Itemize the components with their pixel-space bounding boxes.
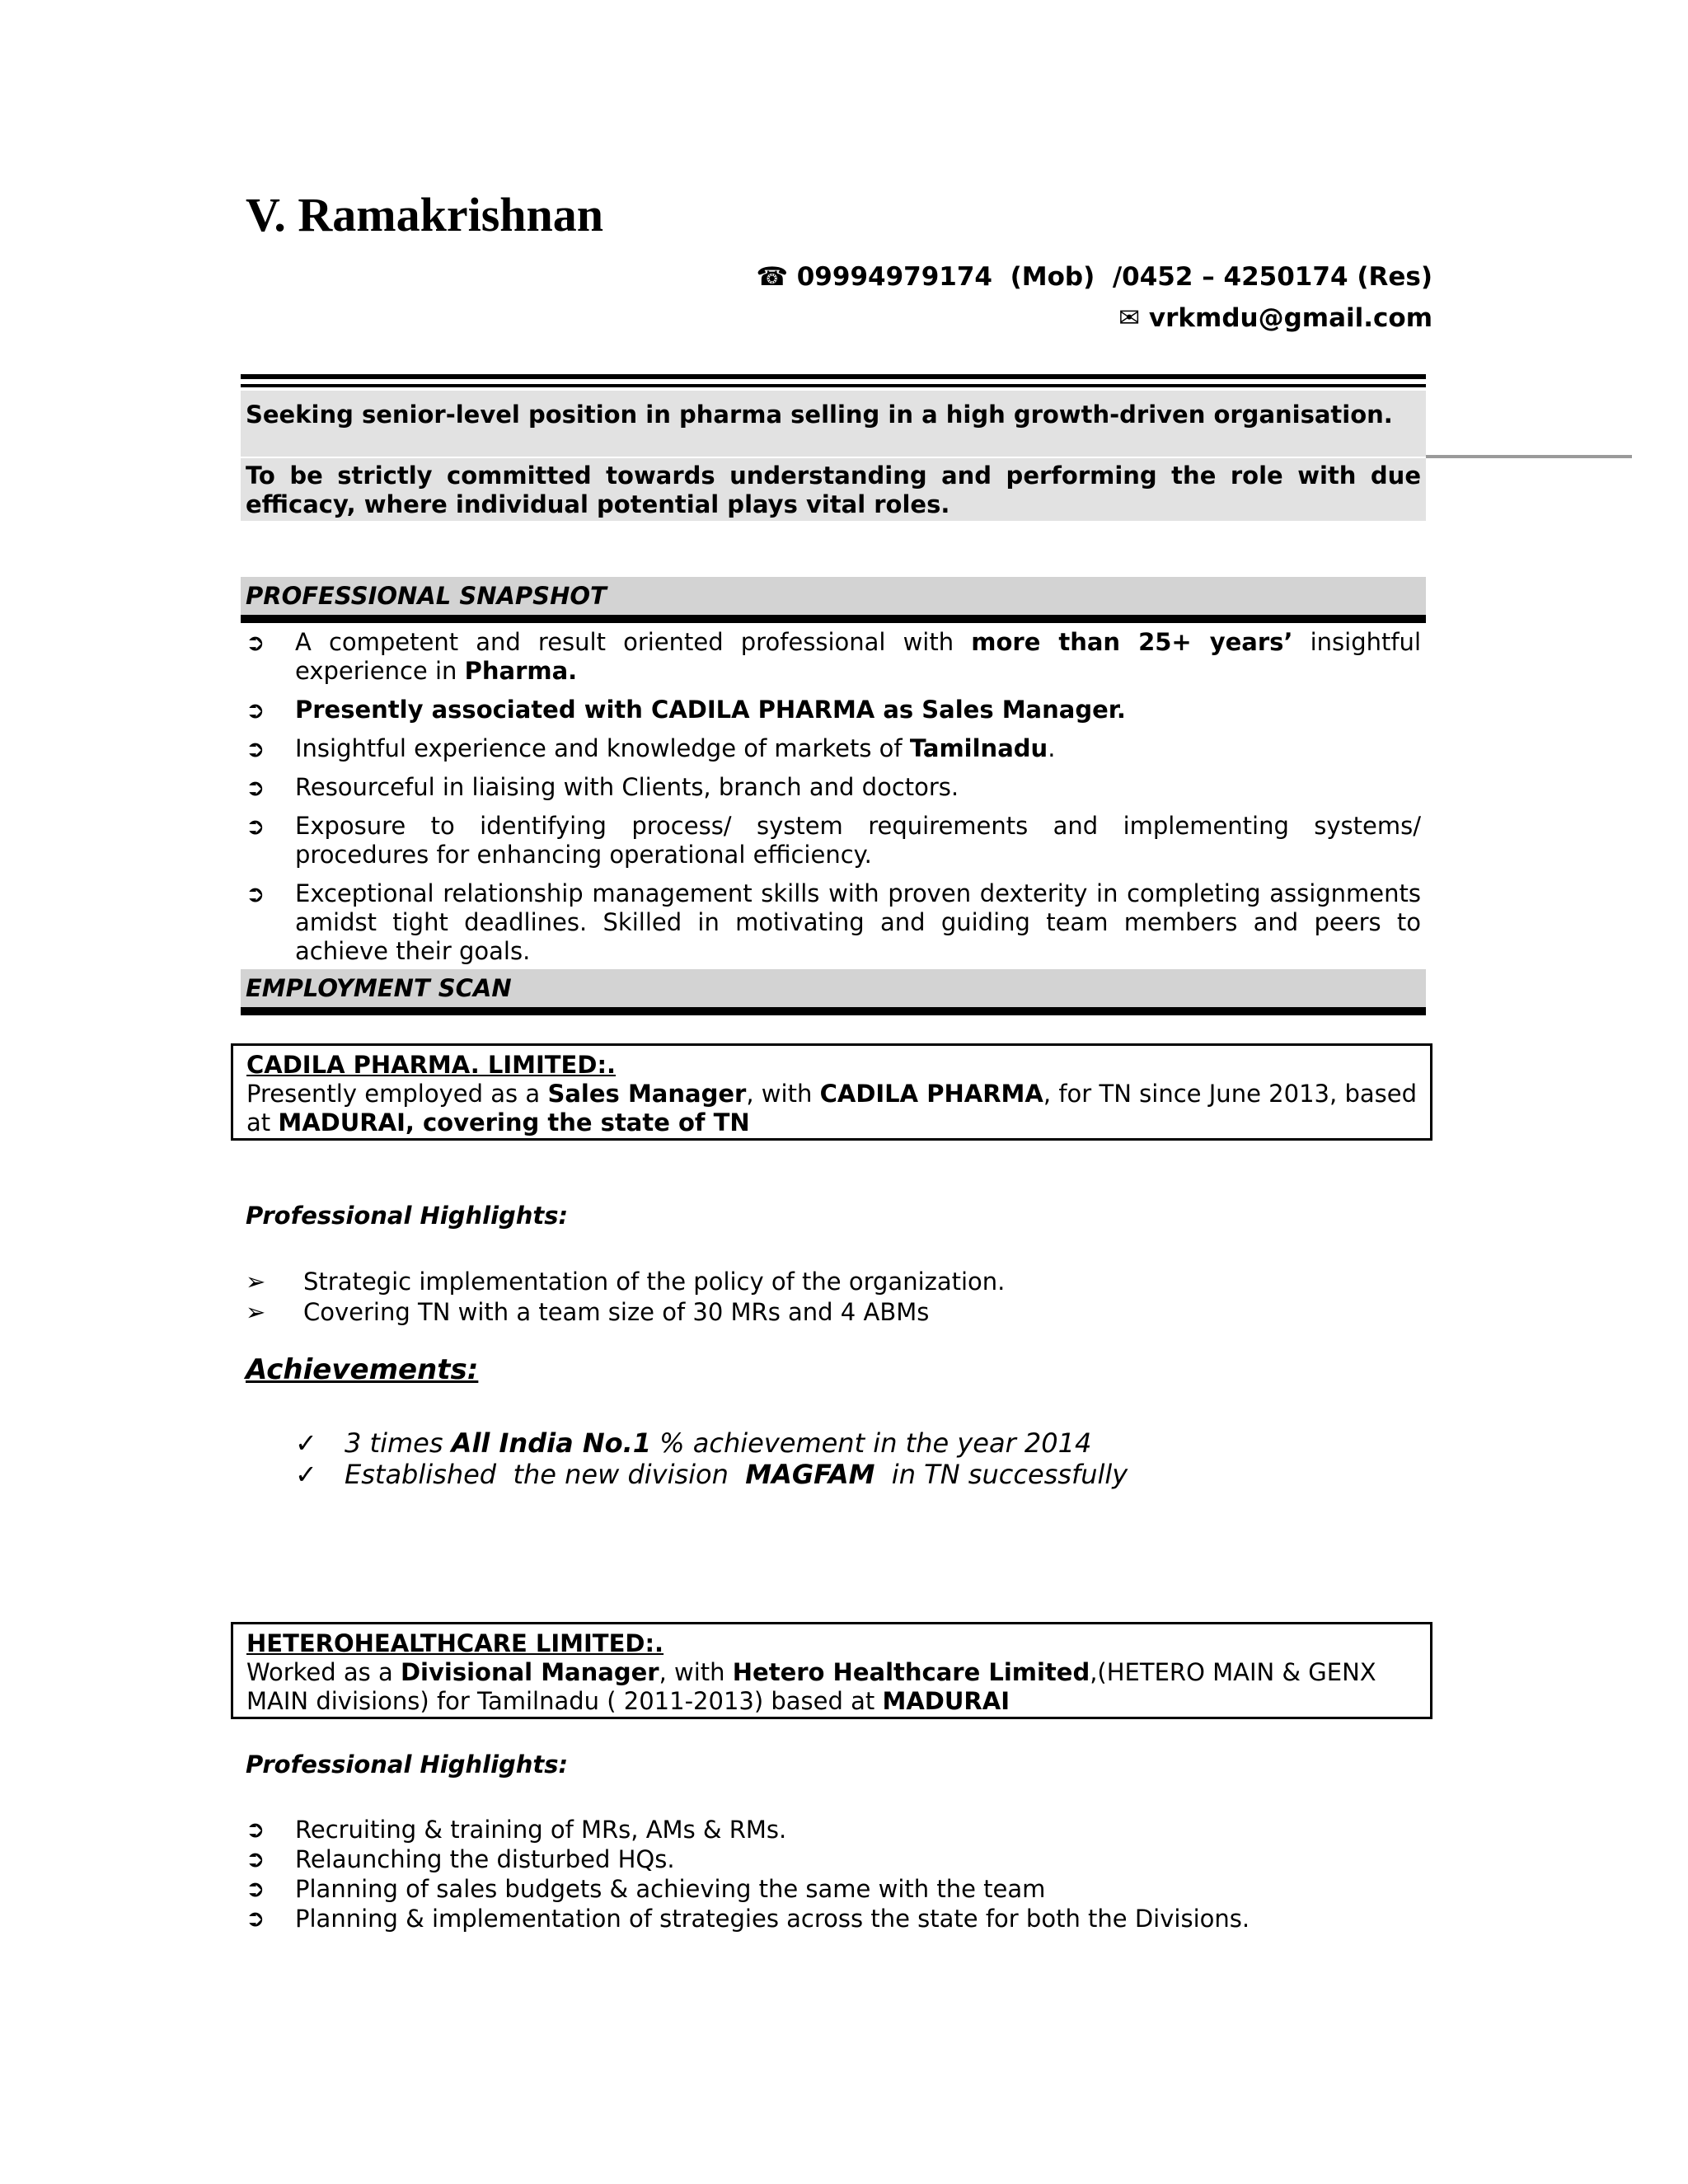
phone-icon: ☎ bbox=[756, 262, 788, 292]
highlights-heading: Professional Highlights: bbox=[246, 1750, 569, 1779]
list-item: ➲ Exceptional relationship management skills with proven dexterity in completing assignments amidst tight deadlines. Skilled in motivating and guiding team members and peers to achieve their goals. bbox=[246, 879, 1421, 965]
list-item: ➲ Relaunching the disturbed HQs. bbox=[246, 1845, 675, 1873]
job-box-cadila bbox=[231, 1043, 1432, 1141]
divider-line bbox=[1426, 455, 1632, 458]
envelope-icon: ✉ bbox=[1118, 303, 1141, 333]
arrowhead-bullet-icon: ➢ bbox=[246, 1268, 266, 1296]
header-rule-bottom bbox=[241, 384, 1426, 387]
checkmark-icon: ✓ bbox=[295, 1459, 317, 1490]
list-item: ➢ Covering TN with a team size of 30 MRs and 4 ABMs bbox=[246, 1298, 930, 1326]
job-description: Presently employed as a Sales Manager, with CADILA PHARMA, for TN since June 2013, based at MADURAI, covering the state of TN bbox=[246, 1080, 1418, 1137]
arrow-bullet-icon: ➲ bbox=[246, 1845, 265, 1872]
snapshot-list bbox=[246, 628, 1421, 966]
section-title: PROFESSIONAL SNAPSHOT bbox=[246, 582, 607, 610]
section-header-employment bbox=[241, 969, 1426, 1007]
arrow-bullet-icon: ➲ bbox=[246, 1905, 265, 1932]
arrowhead-bullet-icon: ➢ bbox=[246, 1298, 266, 1326]
list-item: ✓ Established the new division MAGFAM in TN successfully bbox=[295, 1459, 1128, 1490]
phone-number: 09994979174 (Mob) /0452 – 4250174 (Res) bbox=[796, 262, 1432, 292]
arrow-bullet-icon: ➲ bbox=[246, 735, 265, 762]
arrow-bullet-icon: ➲ bbox=[246, 774, 265, 801]
candidate-name: V. Ramakrishnan bbox=[246, 188, 604, 241]
arrow-bullet-icon: ➲ bbox=[246, 696, 265, 724]
email-address: vrkmdu@gmail.com bbox=[1148, 303, 1432, 333]
achievements-heading: Achievements: bbox=[246, 1353, 479, 1386]
company-name: HETEROHEALTHCARE LIMITED:. bbox=[246, 1629, 664, 1657]
section-header-snapshot bbox=[241, 577, 1426, 615]
section-rule bbox=[241, 615, 1426, 623]
list-item: ➲ A competent and result oriented professional with more than 25+ years’ insightful experience in Pharma. bbox=[246, 628, 1421, 685]
objective-line-2: To be strictly committed towards understanding and performing the role with due efficacy, where individual potential plays vital roles. bbox=[246, 462, 1421, 518]
list-item: ✓ 3 times All India No.1 % achievement in the year 2014 bbox=[295, 1427, 1092, 1459]
checkmark-icon: ✓ bbox=[295, 1427, 317, 1459]
section-title: EMPLOYMENT SCAN bbox=[246, 974, 512, 1002]
arrow-bullet-icon: ➲ bbox=[246, 629, 265, 656]
arrow-bullet-icon: ➲ bbox=[246, 1816, 265, 1843]
list-item: ➲ Planning of sales budgets & achieving the same with the team bbox=[246, 1875, 1046, 1903]
highlights-list bbox=[246, 1815, 1421, 1933]
list-item: ➲ Presently associated with CADILA PHARMA as Sales Manager. bbox=[246, 696, 1126, 724]
list-item: ➲ Exposure to identifying process/ system requirements and implementing systems/ procedures for enhancing operational efficiency. bbox=[246, 812, 1421, 869]
list-item: ➢ Strategic implementation of the policy of the organization. bbox=[246, 1268, 1006, 1296]
phone-line bbox=[756, 262, 1432, 292]
achievements-list bbox=[295, 1427, 1128, 1490]
objective-line-1: Seeking senior-level position in pharma selling in a high growth-driven organisation. bbox=[246, 401, 1393, 429]
arrow-bullet-icon: ➲ bbox=[246, 813, 265, 840]
highlights-list bbox=[246, 1267, 1005, 1328]
job-box-hetero bbox=[231, 1622, 1432, 1719]
email-line bbox=[1118, 303, 1432, 333]
list-item: ➲ Planning & implementation of strategies across the state for both the Divisions. bbox=[246, 1905, 1250, 1933]
section-rule bbox=[241, 1007, 1426, 1015]
arrow-bullet-icon: ➲ bbox=[246, 1875, 265, 1902]
list-item: ➲ Insightful experience and knowledge of markets of Tamilnadu. bbox=[246, 734, 1056, 762]
header-rule-top bbox=[241, 374, 1426, 379]
list-item: ➲ Recruiting & training of MRs, AMs & RMs. bbox=[246, 1816, 787, 1844]
job-description: Worked as a Divisional Manager, with Hetero Healthcare Limited,(HETERO MAIN & GENX MAIN divisions) for Tamilnadu ( 2011-2013) based at MADURAI bbox=[246, 1658, 1376, 1715]
arrow-bullet-icon: ➲ bbox=[246, 880, 265, 907]
list-item: ➲ Resourceful in liaising with Clients, branch and doctors. bbox=[246, 773, 959, 801]
highlights-heading: Professional Highlights: bbox=[246, 1202, 569, 1230]
company-name: CADILA PHARMA. LIMITED:. bbox=[246, 1051, 617, 1079]
